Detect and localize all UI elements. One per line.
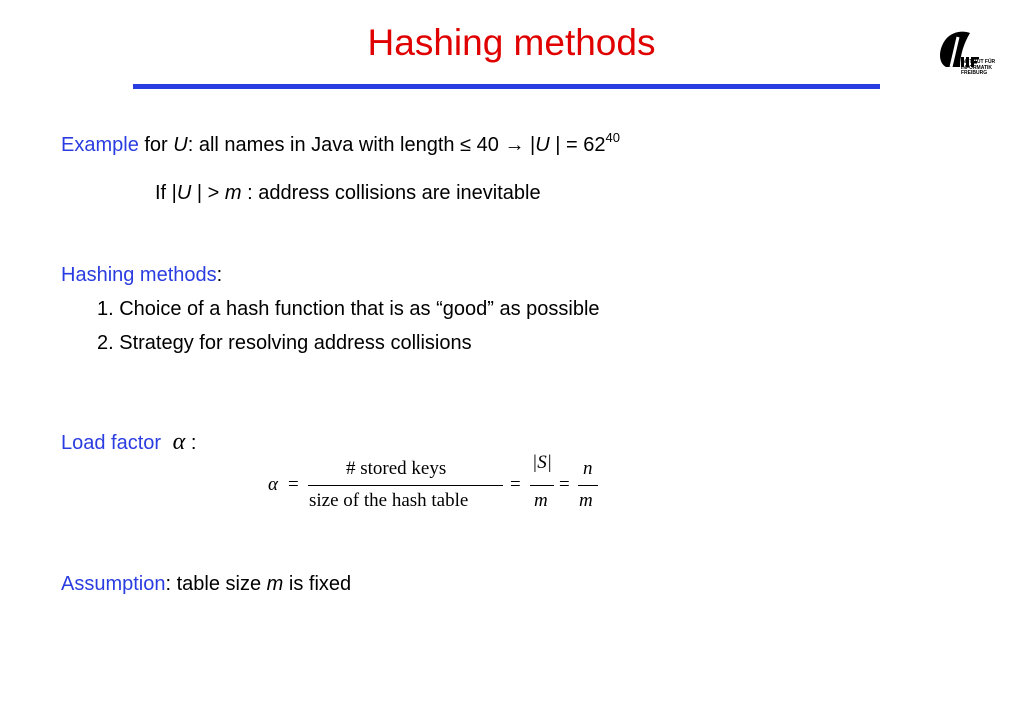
assumption-label: Assumption bbox=[61, 573, 166, 595]
title-underline bbox=[133, 84, 880, 89]
fraction-bar bbox=[530, 485, 554, 486]
load-factor-formula: α = # stored keys size of the hash table = |S| m = n m bbox=[268, 452, 608, 522]
fraction-numerator: n bbox=[583, 458, 593, 479]
load-factor-label: Load factor bbox=[61, 432, 162, 454]
list-item: 2. Strategy for resolving address collisions bbox=[97, 332, 472, 354]
example-line: Example for U: all names in Java with length ≤ 40 → |U | = $62^{40}$ bbox=[61, 130, 620, 156]
fraction-denominator: m bbox=[534, 490, 548, 511]
logo-caption: INSTITUT FÜR INFORMATIK FREIBURG bbox=[961, 59, 996, 76]
fraction-denominator: size of the hash table bbox=[309, 490, 469, 511]
collision-line: If |U | > m : address collisions are inevitable bbox=[155, 182, 541, 204]
example-label: Example bbox=[61, 134, 139, 156]
methods-label: Hashing methods bbox=[61, 264, 217, 286]
alpha-symbol: α bbox=[172, 429, 186, 455]
fraction-numerator: |S| bbox=[532, 452, 552, 473]
slide-title: Hashing methods bbox=[367, 22, 656, 63]
list-item: 1. Choice of a hash function that is as “good” as possible bbox=[97, 298, 600, 320]
fraction-denominator: m bbox=[579, 490, 593, 511]
arrow-icon: → bbox=[504, 134, 525, 156]
methods-heading: Hashing methods: bbox=[61, 264, 223, 286]
fraction-bar bbox=[578, 485, 598, 486]
fraction-numerator: # stored keys bbox=[346, 458, 447, 479]
fraction-bar bbox=[308, 485, 503, 486]
assumption-line: Assumption: table size m is fixed bbox=[61, 573, 352, 595]
load-factor-heading: Load factor α : bbox=[61, 429, 197, 455]
